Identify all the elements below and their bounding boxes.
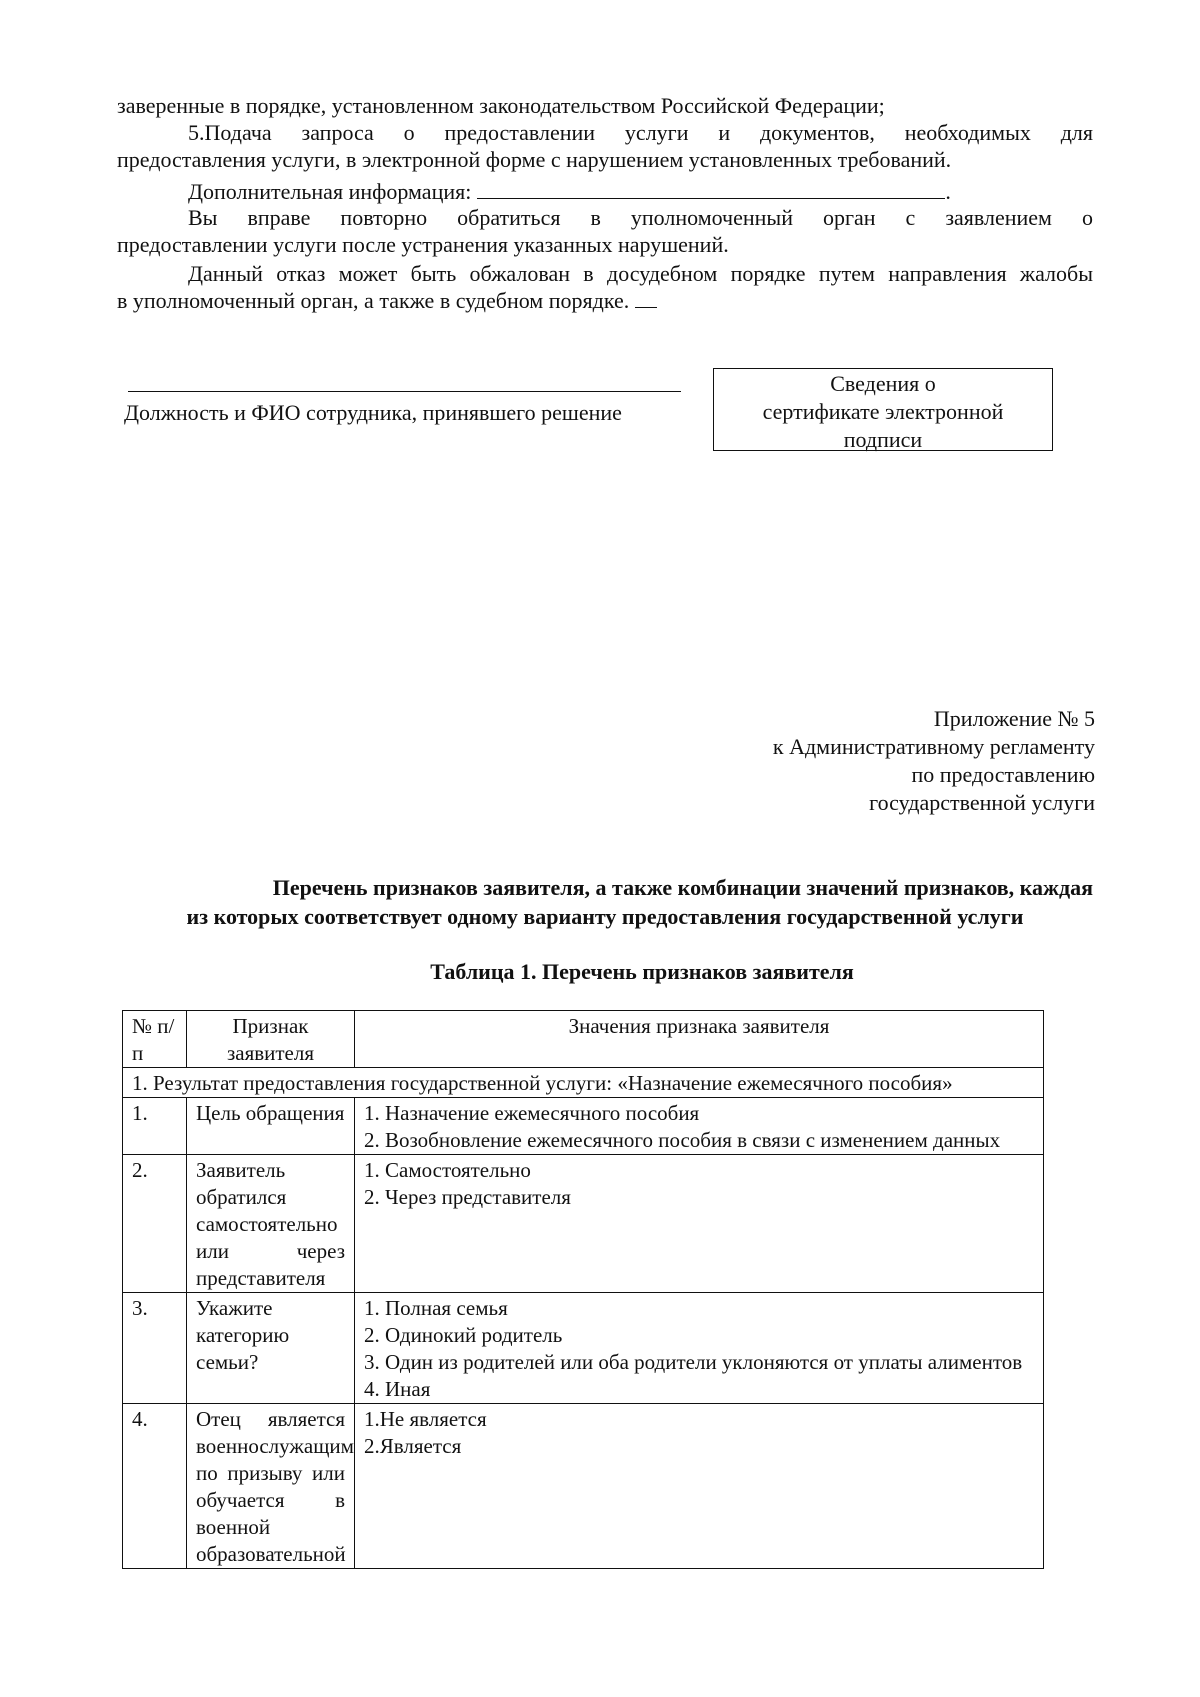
item5-line-2: предоставления услуги, в электронной форме с нарушением установленных требований.: [117, 147, 952, 172]
value-item: 2. Через представителя: [364, 1185, 571, 1209]
row-attribute: Цель обращения: [187, 1098, 355, 1155]
appeal-blank: [635, 289, 657, 308]
table-row: [123, 1293, 1044, 1404]
appendix-line-1: Приложение № 5: [933, 706, 1095, 731]
table-row: [123, 1155, 1044, 1293]
signature-caption: Должность и ФИО сотрудника, принявшего решение: [124, 400, 622, 425]
certificate-line-3: подписи: [843, 427, 923, 452]
table-section-row: [123, 1068, 1044, 1098]
row-number: 1.: [123, 1098, 187, 1155]
heading-line-2: из которых соответствует одному варианту предоставления государственной услуги: [186, 904, 1024, 929]
additional-info-blank: [477, 178, 945, 199]
table-header-row: [123, 1011, 1044, 1068]
appendix-line-3: по предоставлению: [911, 762, 1095, 787]
value-item: 1.Не является: [364, 1407, 487, 1431]
appendix-line-4: государственной услуги: [869, 790, 1095, 815]
header-number: № п/п: [123, 1011, 187, 1068]
item5-line-1: 5.Подача запроса о предоставлении услуги и документов, необходимых для: [188, 120, 1093, 145]
table-row: [123, 1404, 1044, 1569]
value-item: 1. Назначение ежемесячного пособия: [364, 1101, 700, 1125]
value-item: 2. Одинокий родитель: [364, 1323, 563, 1347]
header-attribute: Признак заявителя: [187, 1011, 355, 1068]
value-item: 1. Самостоятельно: [364, 1158, 531, 1182]
row-values: [355, 1098, 1044, 1155]
certificate-box: [713, 368, 1053, 451]
signature-line: [128, 391, 681, 392]
appeal-line-2: [117, 287, 1093, 314]
appeal-line-2-text: в уполномоченный орган, а также в судебном порядке.: [117, 288, 630, 313]
row-attribute: Отец является военнослужащим по призыву или обучается в военной образовательной: [187, 1404, 355, 1569]
value-item: 1. Полная семья: [364, 1296, 508, 1320]
certificate-line-1: Сведения о: [830, 371, 936, 396]
appendix-line-2: к Административному регламенту: [772, 734, 1095, 759]
certificate-line-2: сертификате электронной: [762, 399, 1004, 424]
value-item: 2. Возобновление ежемесячного пособия в связи с изменением данных: [364, 1128, 1001, 1152]
additional-info-label: Дополнительная информация:: [188, 179, 472, 204]
header-values: Значения признака заявителя: [355, 1011, 1044, 1068]
value-item: 4. Иная: [364, 1377, 431, 1401]
appeal-line-1: Данный отказ может быть обжалован в досудебном порядке путем направления жалобы: [188, 261, 1093, 286]
section-cell: 1. Результат предоставления государственной услуги: «Назначение ежемесячного пособия»: [123, 1068, 1044, 1098]
row-values: [355, 1155, 1044, 1293]
row-number: 3.: [123, 1293, 187, 1404]
row-values: [355, 1404, 1044, 1569]
row-attribute: Заявитель обратился самостоятельно или через представителя: [187, 1155, 355, 1293]
row-number: 2.: [123, 1155, 187, 1293]
intro-line-1: заверенные в порядке, установленном законодательством Российской Федерации;: [117, 93, 885, 118]
row-attribute: Укажите категорию семьи?: [187, 1293, 355, 1404]
additional-info-end: .: [945, 179, 951, 204]
reapply-line-2: предоставлении услуги после устранения указанных нарушений.: [117, 232, 729, 257]
table-title: Таблица 1. Перечень признаков заявителя: [430, 959, 854, 984]
section-heading: [117, 873, 1093, 931]
row-number: 4.: [123, 1404, 187, 1569]
value-item: 3. Один из родителей или оба родители уклоняются от уплаты алиментов: [364, 1350, 1023, 1374]
value-item: 2.Является: [364, 1434, 462, 1458]
row-values: [355, 1293, 1044, 1404]
heading-line-1: Перечень признаков заявителя, а также комбинации значений признаков, каждая: [272, 875, 1093, 900]
appendix-block: [595, 705, 1095, 817]
additional-info: [117, 178, 1093, 205]
reapply-line-1: Вы вправе повторно обратиться в уполномоченный орган с заявлением о: [188, 205, 1093, 230]
table-row: [123, 1098, 1044, 1155]
attributes-table: [122, 1010, 1044, 1569]
